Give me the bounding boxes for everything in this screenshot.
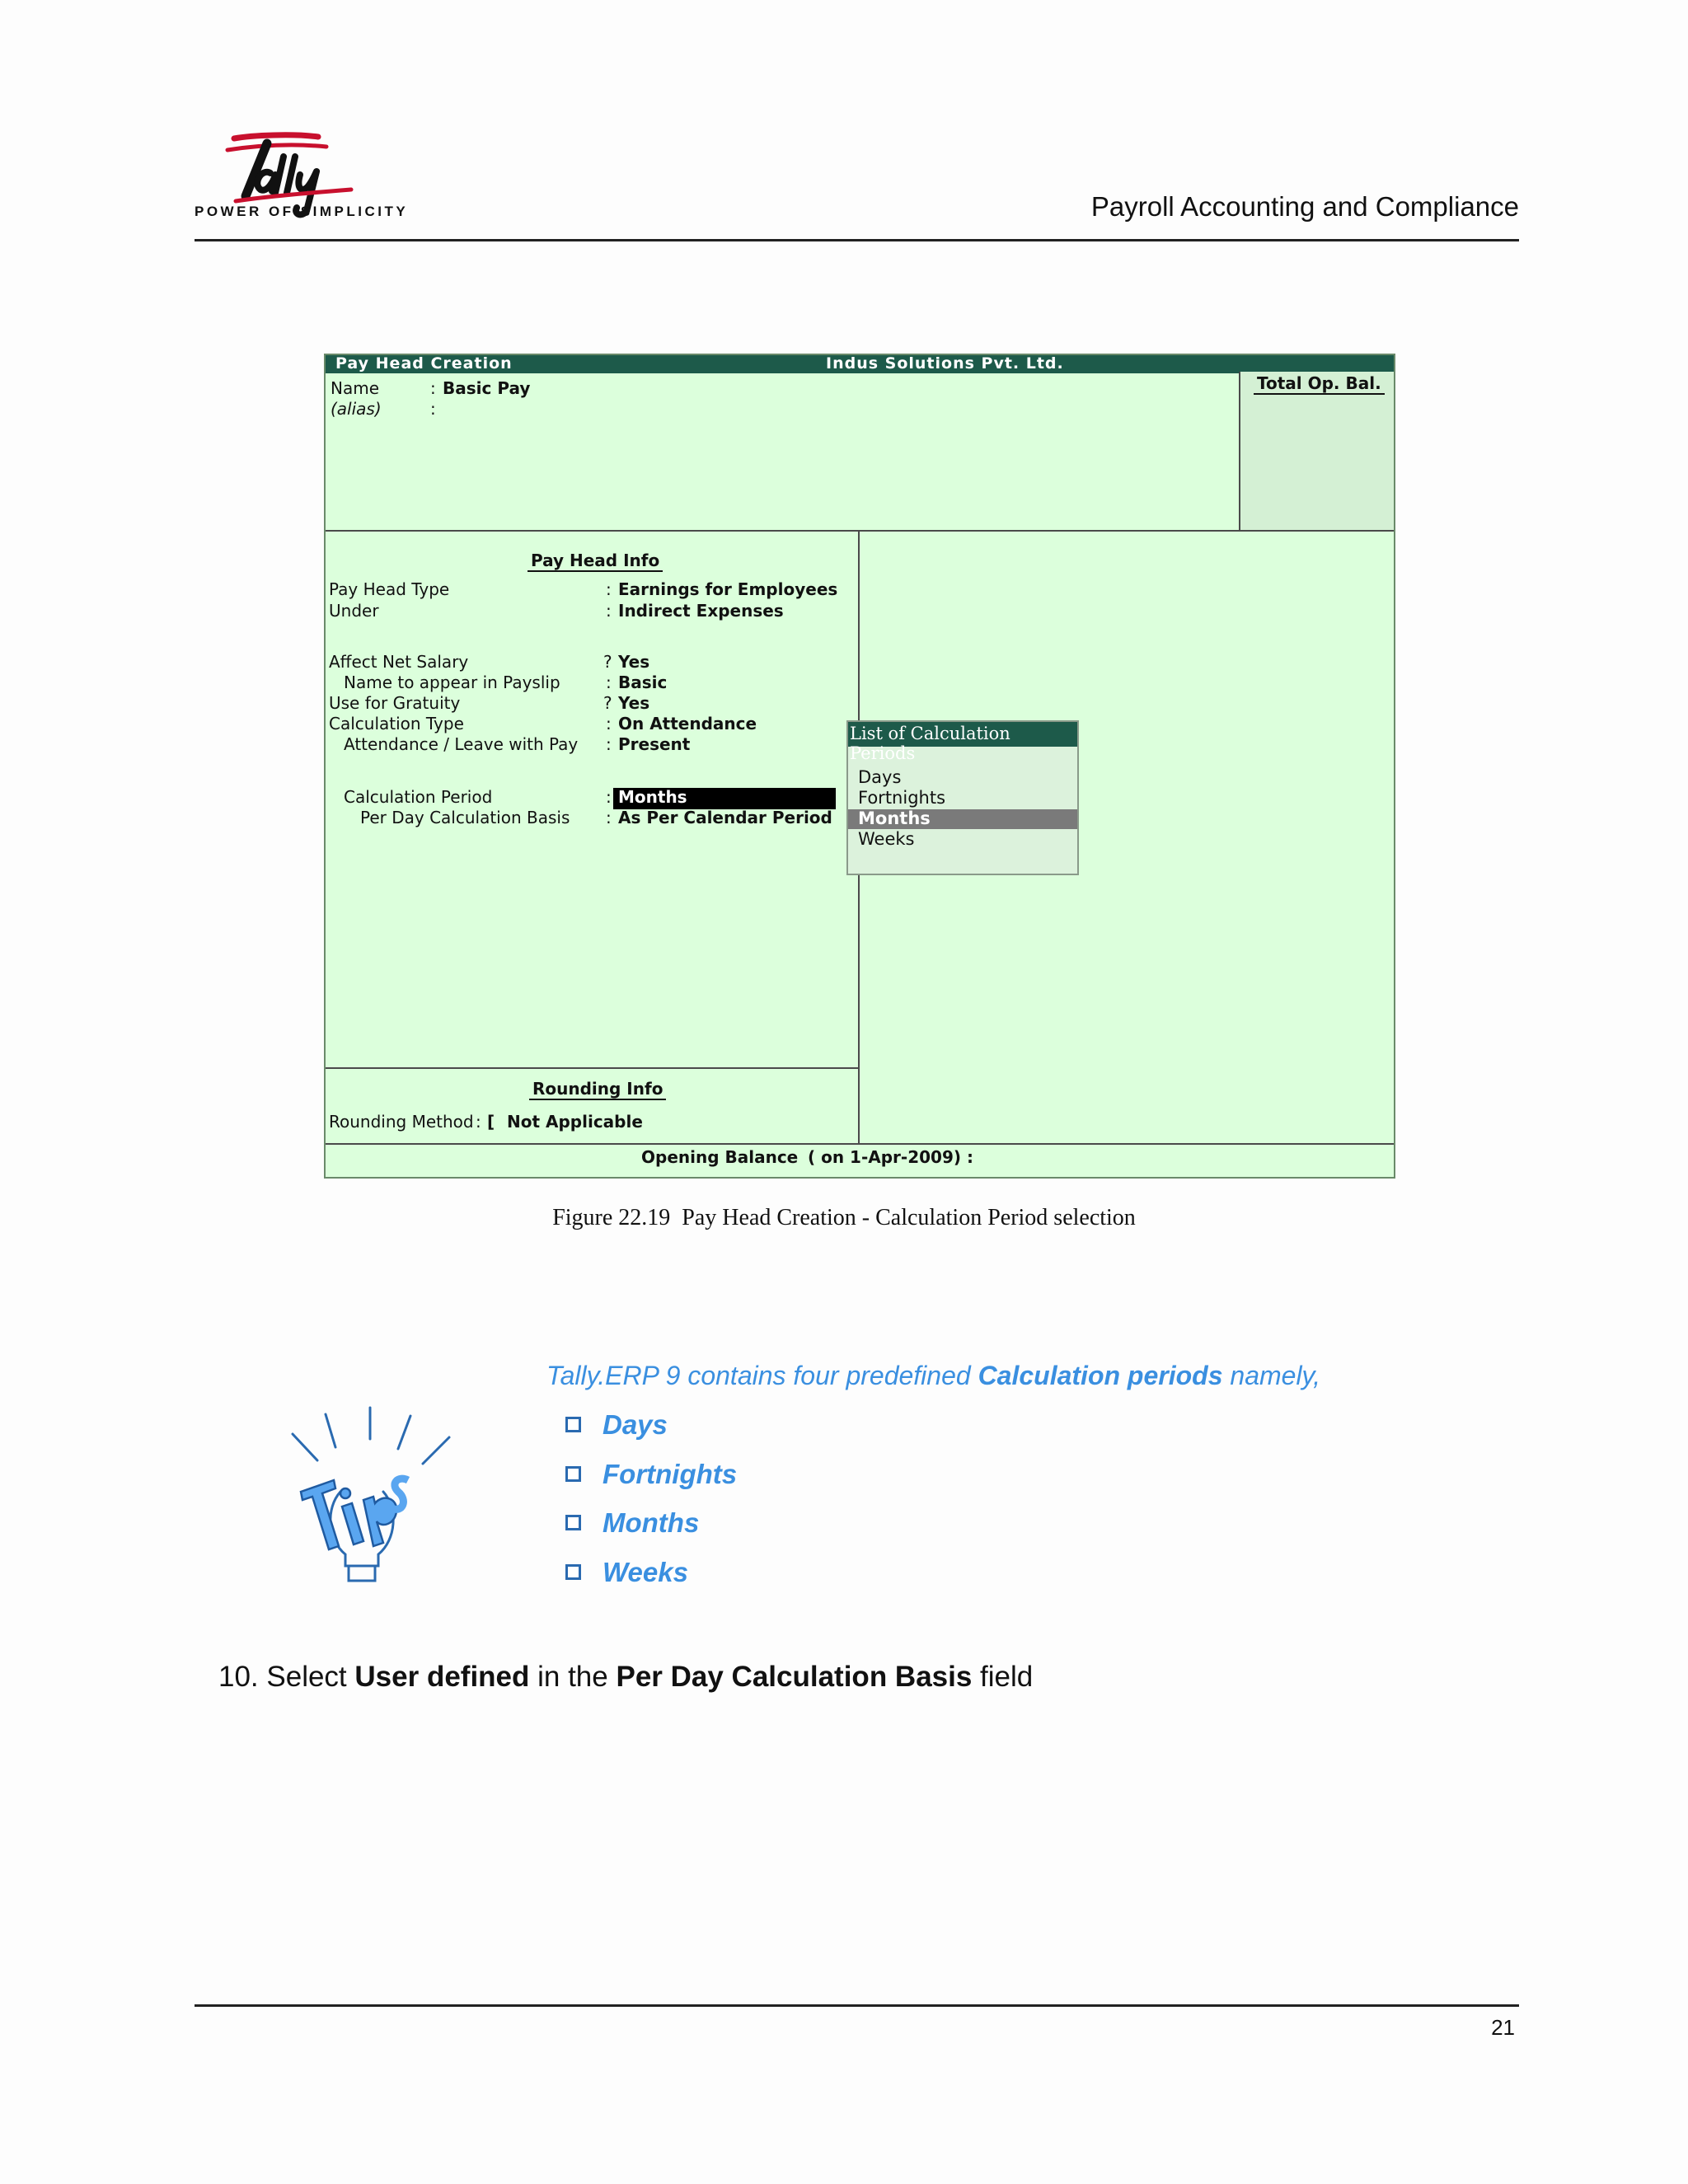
step-text: field (972, 1661, 1034, 1693)
list-item-days[interactable]: Days (858, 767, 902, 787)
total-op-bal-panel (1239, 372, 1394, 532)
square-bullet-icon (565, 1515, 581, 1530)
alias-sep: : (430, 399, 436, 419)
field-sep: : (606, 787, 612, 807)
pay-head-creation-screen (324, 354, 1395, 1179)
payslip-name-label: Name to appear in Payslip (344, 673, 560, 692)
field-sep: : (606, 734, 612, 754)
calculation-type-field[interactable]: On Attendance (618, 714, 757, 733)
field-sep: ? (603, 652, 612, 672)
under-label: Under (329, 601, 379, 621)
document-title: Payroll Accounting and Compliance (1090, 191, 1519, 222)
rounding-bracket: [ (487, 1112, 495, 1132)
name-sep: : (430, 378, 436, 398)
tip-item-text: Weeks (603, 1557, 688, 1587)
alias-label: (alias) (331, 399, 382, 419)
tip-item (565, 1557, 688, 1588)
square-bullet-icon (565, 1466, 581, 1482)
calculation-periods-list (846, 720, 1079, 875)
step-text: in the (529, 1661, 617, 1693)
footer-rule (195, 2004, 1519, 2007)
field-sep: : (476, 1112, 481, 1132)
logo-tagline: POWER OF SIMPLICITY (195, 204, 409, 219)
attendance-leave-field[interactable]: Present (618, 734, 691, 754)
calculation-period-label: Calculation Period (344, 787, 493, 807)
figure-caption (0, 1205, 1688, 1231)
name-label: Name (331, 378, 380, 398)
opening-balance-label: Opening Balance (641, 1147, 799, 1167)
company-name: Indus Solutions Pvt. Ltd. (826, 354, 1064, 373)
list-title (848, 722, 1077, 763)
figure-number: Figure 22.19 (552, 1205, 671, 1230)
under-field[interactable]: Indirect Expenses (618, 601, 784, 621)
field-sep: : (606, 673, 612, 692)
page-number: 21 (1491, 2015, 1515, 2040)
tip-item (565, 1459, 737, 1490)
square-bullet-icon (565, 1417, 581, 1432)
opening-balance-date[interactable]: ( on 1-Apr-2009) : (808, 1147, 973, 1167)
affect-net-salary-label: Affect Net Salary (329, 652, 469, 672)
calculation-period-field[interactable]: Months (618, 787, 687, 807)
divider (326, 1143, 1394, 1145)
tip-item-text: Months (603, 1507, 700, 1538)
tips-intro-text: Tally.ERP 9 contains four predefined (546, 1361, 978, 1390)
step-text: 10. Select (218, 1661, 355, 1693)
field-sep: : (606, 579, 612, 599)
list-title-text: List of Calculation Periods (850, 724, 1010, 763)
list-item-months[interactable]: Months (858, 808, 931, 828)
field-sep: : (606, 601, 612, 621)
use-for-gratuity-label: Use for Gratuity (329, 693, 461, 713)
calculation-type-label: Calculation Type (329, 714, 464, 733)
step-emphasis: Per Day Calculation Basis (616, 1661, 973, 1693)
square-bullet-icon (565, 1564, 581, 1580)
header-rule (195, 239, 1519, 241)
pay-head-type-field[interactable]: Earnings for Employees (618, 579, 838, 599)
total-op-bal-label: Total Op. Bal. (1254, 373, 1385, 395)
rounding-info-heading: Rounding Info (529, 1079, 666, 1100)
tip-item-text: Days (603, 1409, 668, 1440)
pay-head-type-label: Pay Head Type (329, 579, 450, 599)
field-sep: ? (603, 693, 612, 713)
tips-intro (546, 1361, 1320, 1391)
screen-title: Pay Head Creation (335, 354, 513, 373)
affect-net-salary-field[interactable]: Yes (618, 652, 650, 672)
rounding-method-field[interactable]: Not Applicable (507, 1112, 643, 1132)
step-emphasis: User defined (354, 1661, 530, 1693)
tips-intro-emphasis: Calculation periods (978, 1361, 1223, 1390)
per-day-basis-field[interactable]: As Per Calendar Period (618, 808, 832, 827)
attendance-leave-label: Attendance / Leave with Pay (344, 734, 579, 754)
figure-caption-text: Pay Head Creation - Calculation Period selection (682, 1205, 1136, 1230)
payslip-name-field[interactable]: Basic (618, 673, 668, 692)
field-sep: : (606, 714, 612, 733)
divider (326, 1067, 859, 1069)
tip-item (565, 1409, 668, 1441)
alias-field[interactable] (443, 399, 937, 419)
divider (326, 530, 1394, 532)
pay-head-info-heading: Pay Head Info (528, 551, 663, 572)
use-for-gratuity-field[interactable]: Yes (618, 693, 650, 713)
list-item-fortnights[interactable]: Fortnights (858, 788, 946, 808)
rounding-method-label: Rounding Method (329, 1112, 474, 1132)
list-item-weeks[interactable]: Weeks (858, 829, 915, 849)
per-day-basis-label: Per Day Calculation Basis (360, 808, 570, 827)
field-sep: : (606, 808, 612, 827)
screen-title-bar (326, 355, 1394, 373)
tip-item-text: Fortnights (603, 1459, 738, 1489)
name-field[interactable]: Basic Pay (443, 378, 531, 398)
tips-intro-tail: namely, (1222, 1361, 1321, 1390)
step-instruction (218, 1661, 1033, 1694)
tip-item (565, 1507, 699, 1539)
lightbulb-icon (276, 1401, 457, 1582)
